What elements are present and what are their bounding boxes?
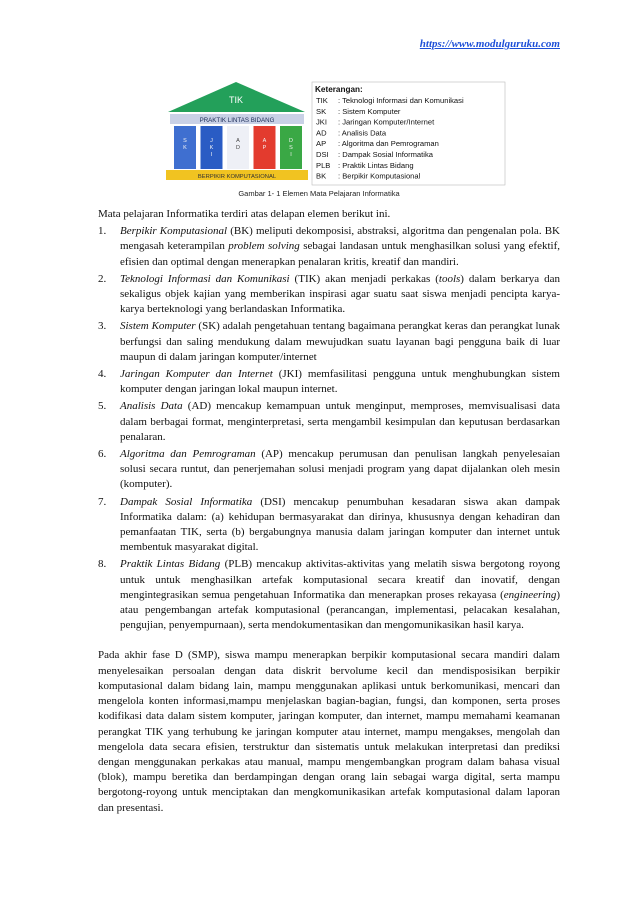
beam-label: PRAKTIK LINTAS BIDANG bbox=[199, 117, 275, 124]
roof-label: TIK bbox=[228, 95, 244, 105]
figure-caption: Gambar 1- 1 Elemen Mata Pelajaran Informatika bbox=[238, 189, 400, 198]
element-item: 3. Sistem Komputer (SK) adalah pengetahuan tentang bagaimana perangkat keras dan perangkat lunak berfungsi dan saling mendukung dalam mewujudkan suatu layanan bagi pengguna baik di luar maupun di dalam jaringan komputer/internet bbox=[98, 320, 560, 363]
element-item: 2. Teknologi Informasi dan Komunikasi (TIK) akan menjadi perkakas (tools) dalam berkarya dan sekaligus objek kajian yang memberikan inspirasi agar suatu saat siswa menjadi pencipta karya-karya berteknologi yang berlandaskan Informatika. bbox=[98, 272, 560, 316]
elements-list bbox=[98, 224, 560, 633]
pillar-label: S K bbox=[183, 138, 187, 151]
emphasis-term: engineering bbox=[503, 588, 557, 601]
legend-desc: : Dampak Sosial Informatika bbox=[338, 150, 433, 159]
element-item: 6. Algoritma dan Pemrograman (AP) mencakup perumusan dan penulisan langkah penyelesaian solusi secara runtut, dan penerjemahan solusi menjadi program yang dapat dijalankan oleh mesin (komputer). bbox=[98, 448, 560, 491]
item-number: 2. bbox=[98, 272, 107, 285]
document-body bbox=[98, 207, 560, 816]
element-term: Praktik Lintas Bidang bbox=[120, 558, 221, 571]
item-number: 3. bbox=[98, 320, 107, 333]
item-number: 5. bbox=[98, 400, 107, 413]
legend-title: Keterangan: bbox=[315, 85, 363, 94]
element-term: Jaringan Komputer dan Internet bbox=[120, 368, 273, 381]
legend-abbr: DSI bbox=[316, 150, 329, 159]
element-item: 7. Dampak Sosial Informatika (DSI) mencakup penumbuhan kesadaran siswa akan dampak Informatika dalam: (a) kehidupan bermasyarakat dan dirinya, khususnya dengan kehadiran dan pemanfaatan TIK, serta (b) bergabungnya manusia dalam jaringan komputer dan internet untuk membentuk masyarakat digital. bbox=[98, 495, 561, 554]
element-item: 1. Berpikir Komputasional (BK) meliputi dekomposisi, abstraksi, algoritma dan pengenalan pola. BK mengasah keterampilan problem solving sebagai landasan untuk menghasilkan solusi yang efektif, efisien dan optimal dengan menerapkan penalaran kritis, kreatif dan mandiri. bbox=[98, 225, 561, 268]
pillar-label: J K I bbox=[209, 138, 214, 158]
legend-desc: : Jaringan Komputer/Internet bbox=[338, 117, 435, 127]
legend-abbr: AD bbox=[316, 128, 327, 138]
item-number: 7. bbox=[98, 495, 107, 508]
pillar-label: A P bbox=[262, 138, 267, 151]
element-term: Algoritma dan Pemrograman bbox=[120, 448, 256, 461]
pillar-label: D S I bbox=[289, 138, 293, 158]
closing-paragraph: Pada akhir fase D (SMP), siswa mampu menerapkan berpikir komputasional secara mandiri dalam menyelesaikan persoalan dengan data diskrit bervolume kecil dan mendisposisikan berpikir komputasional dalam bidang lain, mampu menggunakan aplikasi untuk berkomunikasi, mencari dan mengelola konten informasi,mampu menjelaskan bagian-bagian, fungsi, dan komponen, serta proses kodifikasi data dalam sistem komputer, jaringan komputer, dan internet, mampu memahami keamanan perangkat TIK yang terhubung ke jaringan komputer atau internet, mampu mengakses, mengolah dan mengelola data secara efisien, terstruktur dan sistematis untuk melakukan interpretasi dan prediksi dengan menggunakan perkakas atau manual, mampu mengembangkan program dalam bahasa visual (blok), mampu beretika dan berdampingan dengan orang lain sebagai warga digital, serta mampu bergotong-royong untuk menciptakan dan mengkomunikasikan artefak komputasional dalam laporan dan presentasi. bbox=[98, 649, 560, 814]
source-url-link[interactable]: https://www.modulguruku.com bbox=[419, 38, 560, 50]
legend-abbr: SK bbox=[316, 106, 327, 116]
emphasis-term: problem solving bbox=[228, 240, 300, 253]
legend-desc: : Praktik Lintas Bidang bbox=[338, 160, 414, 170]
pillar-label: A D bbox=[236, 138, 240, 151]
legend-desc: : Teknologi Informasi dan Komunikasi bbox=[338, 96, 464, 105]
intro-sentence: Mata pelajaran Informatika terdiri atas delapan elemen berikut ini. bbox=[98, 208, 391, 220]
element-item: 4. Jaringan Komputer dan Internet (JKI) memfasilitasi pengguna untuk menghubungkan sistem komputer dengan jaringan lokal maupun internet. bbox=[98, 368, 560, 396]
legend-abbr: JKI bbox=[316, 117, 327, 127]
element-item: 5. Analisis Data (AD) mencakup kemampuan untuk menginput, memproses, memvisualisasi data dalam berbagai format, menginterpretasi, serta mengambil kesimpulan dan keputusan berdasarkan penalaran. bbox=[98, 400, 560, 443]
legend-desc: : Berpikir Komputasional bbox=[338, 171, 421, 181]
legend-abbr: BK bbox=[316, 171, 327, 181]
item-number: 4. bbox=[98, 368, 107, 381]
element-term: Berpikir Komputasional bbox=[120, 225, 228, 238]
item-number: 6. bbox=[98, 448, 107, 461]
informatics-elements-figure bbox=[160, 78, 507, 186]
element-term: Analisis Data bbox=[120, 400, 183, 413]
item-number: 1. bbox=[98, 225, 107, 238]
base-label: BERPIKIR KOMPUTASIONAL bbox=[197, 174, 277, 180]
legend-desc: : Analisis Data bbox=[338, 128, 387, 138]
legend-abbr: AP bbox=[316, 139, 327, 149]
temple-diagram bbox=[166, 82, 308, 180]
legend-abbr: TIK bbox=[316, 96, 328, 105]
element-term: Teknologi Informasi dan Komunikasi bbox=[120, 272, 290, 285]
legend-desc: : Sistem Komputer bbox=[338, 106, 401, 116]
element-term: Dampak Sosial Informatika bbox=[120, 495, 253, 508]
emphasis-term: tools bbox=[438, 272, 461, 285]
element-item: 8. Praktik Lintas Bidang (PLB) mencakup aktivitas-aktivitas yang melatih siswa bergotong royong untuk untuk menghasilkan artefak komputasional secara kreatif dan inovatif, dengan mengintegrasikan semua pengetahuan Informatika dan menerapkan proses rekayasa (engineering) atau pengembangan artefak komputasional (perancangan, implementasi, pelacakan kesalahan, pengujian, penyempurnaan), serta mendokumentasikan dan mengomunikasikan hasil karya. bbox=[98, 558, 560, 632]
element-term: Sistem Komputer bbox=[120, 320, 196, 333]
item-number: 8. bbox=[98, 558, 107, 571]
legend-desc: : Algoritma dan Pemrograman bbox=[338, 139, 439, 149]
legend-abbr: PLB bbox=[316, 160, 331, 170]
